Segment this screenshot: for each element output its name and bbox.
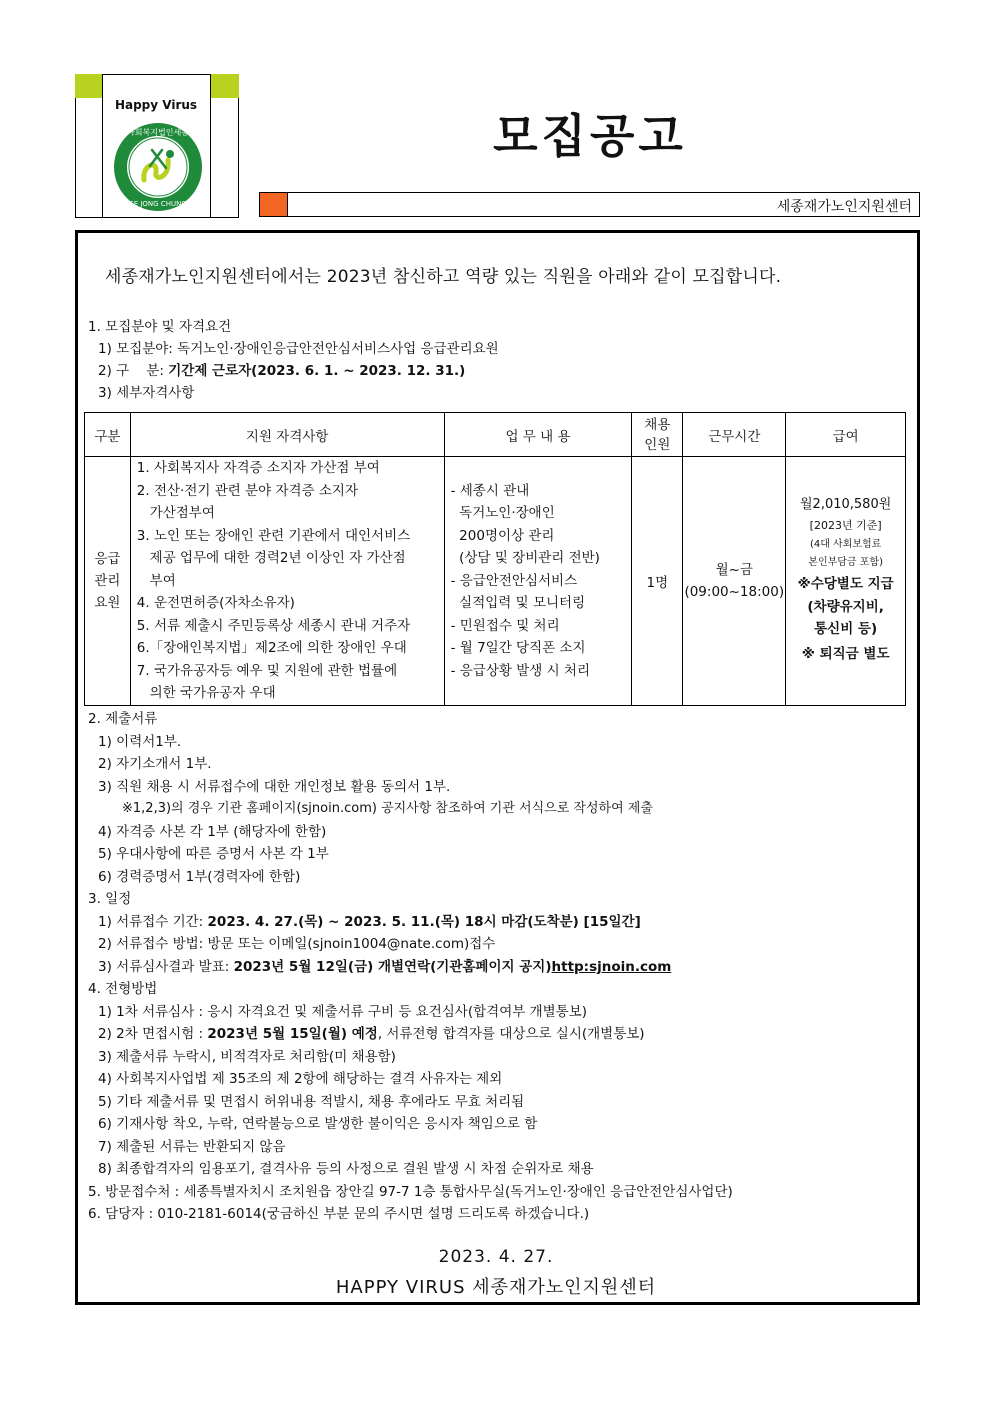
row-headcount: 1명	[632, 457, 683, 706]
section2-item: 1) 이력서1부.	[98, 734, 182, 750]
duty-item: - 월 7일간 당직폰 소지	[450, 640, 586, 656]
qualification-table	[84, 412, 906, 706]
qualification-item: 3. 노인 또는 장애인 관련 기관에서 대인서비스	[136, 527, 411, 544]
qualification-item: 6.「장애인복지법」제2조에 의한 장애인 우대	[136, 640, 407, 656]
section1-item1: 1) 모집분야: 독거노인·장애인응급안전안심서비스사업 응급관리요원	[98, 341, 499, 357]
section2-item: 4) 자격증 사본 각 1부 (해당자에 한함)	[98, 824, 327, 840]
table-header-row	[85, 413, 906, 457]
duty-item: - 응급상황 발생 시 처리	[450, 662, 590, 679]
section2-item: 6) 경력증명서 1부(경력자에 한함)	[98, 869, 301, 885]
salary-note: 본인부담금 포함)	[808, 556, 883, 568]
section3-item1-label: 1) 서류접수 기간:	[98, 914, 208, 930]
section1-item2-value: 기간제 근로자(2023. 6. 1. ~ 2023. 12. 31.)	[168, 363, 466, 379]
salary-basis: [2023년 기준]	[809, 518, 882, 532]
section1-item2-label: 2) 구 분:	[98, 363, 169, 379]
section2-item: 3) 직원 채용 시 서류접수에 대한 개인정보 활용 동의서 1부.	[98, 779, 451, 795]
header-headcount	[632, 413, 683, 457]
duty-item: - 응급안전안심서비스	[450, 572, 578, 589]
section3-item1	[98, 910, 641, 930]
section2-item: 2) 자기소개서 1부.	[98, 756, 212, 772]
hours-time: (09:00~18:00)	[684, 583, 785, 600]
footer-date: 2023. 4. 27.	[438, 1247, 554, 1267]
qualification-item: 부여	[136, 572, 176, 589]
qualification-item: 4. 운전면허증(자차소유자)	[136, 595, 295, 611]
section6-text: 6. 담당자 : 010-2181-6014(궁금하신 부분 문의 주시면 설명 드리도록 하겠습니다.)	[88, 1206, 590, 1222]
qualification-item: 2. 전산·전기 관련 분야 자격증 소지자	[136, 482, 358, 499]
section4-item: 1) 1차 서류심사 : 응시 자격요건 및 제출서류 구비 등 요건심사(합격여부 개별통보)	[98, 1004, 588, 1020]
severance-note: ※ 퇴직금 별도	[801, 645, 890, 662]
header-duties: 업 무 내 용	[444, 413, 632, 457]
section4-item: 3) 제출서류 누락시, 비적격자로 처리함(미 채용함)	[98, 1049, 396, 1065]
allowance-note: (차량유지비,	[807, 598, 884, 615]
org-name: 세종재가노인지원센터	[776, 199, 912, 215]
section4-heading: 4. 전형방법	[88, 981, 158, 997]
section4-item2	[98, 1022, 645, 1042]
logo-accent-left	[75, 74, 102, 98]
logo-divider-left	[102, 74, 103, 218]
duty-item: 독거노인·장애인	[450, 505, 555, 521]
row-category	[85, 457, 131, 706]
section2-heading: 2. 제출서류	[88, 711, 158, 727]
qualification-item: 7. 국가유공자등 예우 및 지원에 관한 법률에	[136, 662, 398, 679]
table-row	[85, 457, 906, 706]
org-bar-accent	[260, 193, 287, 216]
allowance-note: ※수당별도 지급	[797, 575, 894, 592]
section1-item2	[98, 359, 465, 379]
section4-item: 5) 기타 제출서류 및 면접시 허위내용 적발시, 채용 후에라도 무효 처리됨	[98, 1094, 525, 1110]
row-hours	[683, 457, 786, 706]
section3-item2: 2) 서류접수 방법: 방문 또는 이메일(sjnoin1004@nate.com)접수	[98, 936, 496, 952]
section3-heading: 3. 일정	[88, 891, 132, 907]
salary-note: (4대 사회보험료	[809, 538, 882, 550]
duty-item: 200명이상 관리	[450, 527, 555, 544]
section3-item3	[98, 955, 671, 975]
header-headcount-label: 채용 인원	[644, 416, 671, 453]
section2-item: 5) 우대사항에 따른 증명서 사본 각 1부	[98, 846, 329, 862]
section4-item: 7) 제출된 서류는 반환되지 않음	[98, 1139, 286, 1155]
header-salary: 급여	[786, 413, 906, 457]
qualification-item: 제공 업무에 대한 경력2년 이상인 자 가산점	[136, 550, 406, 566]
qualification-item: 의한 국가유공자 우대	[136, 685, 276, 701]
logo-label: Happy Virus	[114, 98, 198, 112]
row-category-line: 요원	[94, 594, 121, 611]
row-duties	[444, 457, 632, 706]
section3-item1-value: 2023. 4. 27.(목) ~ 2023. 5. 11.(목) 18시 마감(도착분) [15일간]	[207, 914, 641, 930]
svg-text:사회복지법인세종: 사회복지법인세종	[127, 128, 189, 137]
section3-item3-label: 3) 서류심사결과 발표:	[98, 959, 234, 975]
section3-item3-value: 2023년 5월 12일(금) 개별연락(기관홈페이지 공지)	[233, 959, 552, 975]
org-bar-divider	[287, 193, 288, 216]
section5-text: 5. 방문접수처 : 세종특별자치시 조치원읍 장안길 97-7 1층 통합사무실(독거노인·장애인 응급안전안심사업단)	[88, 1184, 733, 1200]
header-qualifications: 지원 자격사항	[130, 413, 444, 457]
header-hours: 근무시간	[683, 413, 786, 457]
logo-accent-right	[210, 74, 239, 98]
organization-seal-icon	[112, 120, 204, 214]
duty-item: - 세종시 관내	[450, 482, 530, 499]
duty-item: 실적입력 및 모니터링	[450, 595, 586, 611]
section4-item: 8) 최종합격자의 임용포기, 결격사유 등의 사정으로 결원 발생 시 차점 순위자로 채용	[98, 1161, 594, 1177]
duty-item: (상담 및 장비관리 전반)	[450, 550, 600, 566]
intro-text: 세종재가노인지원센터에서는 2023년 참신하고 역량 있는 직원을 아래와 같이 모집합니다.	[105, 267, 782, 287]
section4-item2-value: 2023년 5월 15일(월) 예정	[207, 1026, 378, 1042]
section1-heading: 1. 모집분야 및 자격요건	[88, 319, 232, 335]
page-title: 모집공고	[493, 109, 687, 163]
duty-item: - 민원접수 및 처리	[450, 617, 560, 634]
hours-days: 월~금	[715, 561, 753, 578]
row-salary	[786, 457, 906, 706]
header-category: 구분	[85, 413, 131, 457]
allowance-note: 통신비 등)	[814, 620, 878, 637]
row-qualifications	[130, 457, 444, 706]
qualification-item: 1. 사회복지사 자격증 소지자 가산점 부여	[136, 460, 380, 476]
qualification-item: 5. 서류 제출시 주민등록상 세종시 관내 거주자	[136, 617, 411, 634]
section2-note: ※1,2,3)의 경우 기관 홈페이지(sjnoin.com) 공지사항 참조하여 기관 서식으로 작성하여 제출	[122, 801, 653, 816]
footer-org: HAPPY VIRUS 세종재가노인지원센터	[335, 1277, 657, 1298]
row-category-line: 관리	[94, 572, 121, 589]
section1-item3: 3) 세부자격사항	[98, 385, 195, 401]
section4-item2-rest: , 서류전형 합격자를 대상으로 실시(개별통보)	[377, 1026, 645, 1042]
row-category-line: 응급	[94, 550, 121, 567]
svg-text:SE JONG CHUNG: SE JONG CHUNG	[129, 200, 187, 208]
salary-amount: 월2,010,580원	[800, 496, 892, 512]
logo-divider-right	[210, 74, 211, 218]
homepage-link[interactable]: http:sjnoin.com	[551, 959, 672, 975]
section4-item2-label: 2) 2차 면접시험 :	[98, 1026, 208, 1042]
section4-item: 4) 사회복지사업법 제 35조의 제 2항에 해당하는 결격 사유자는 제외	[98, 1071, 503, 1087]
section4-item: 6) 기재사항 착오, 누락, 연락불능으로 발생한 불이익은 응시자 책임으로 함	[98, 1116, 538, 1132]
qualification-item: 가산점부여	[136, 505, 215, 521]
